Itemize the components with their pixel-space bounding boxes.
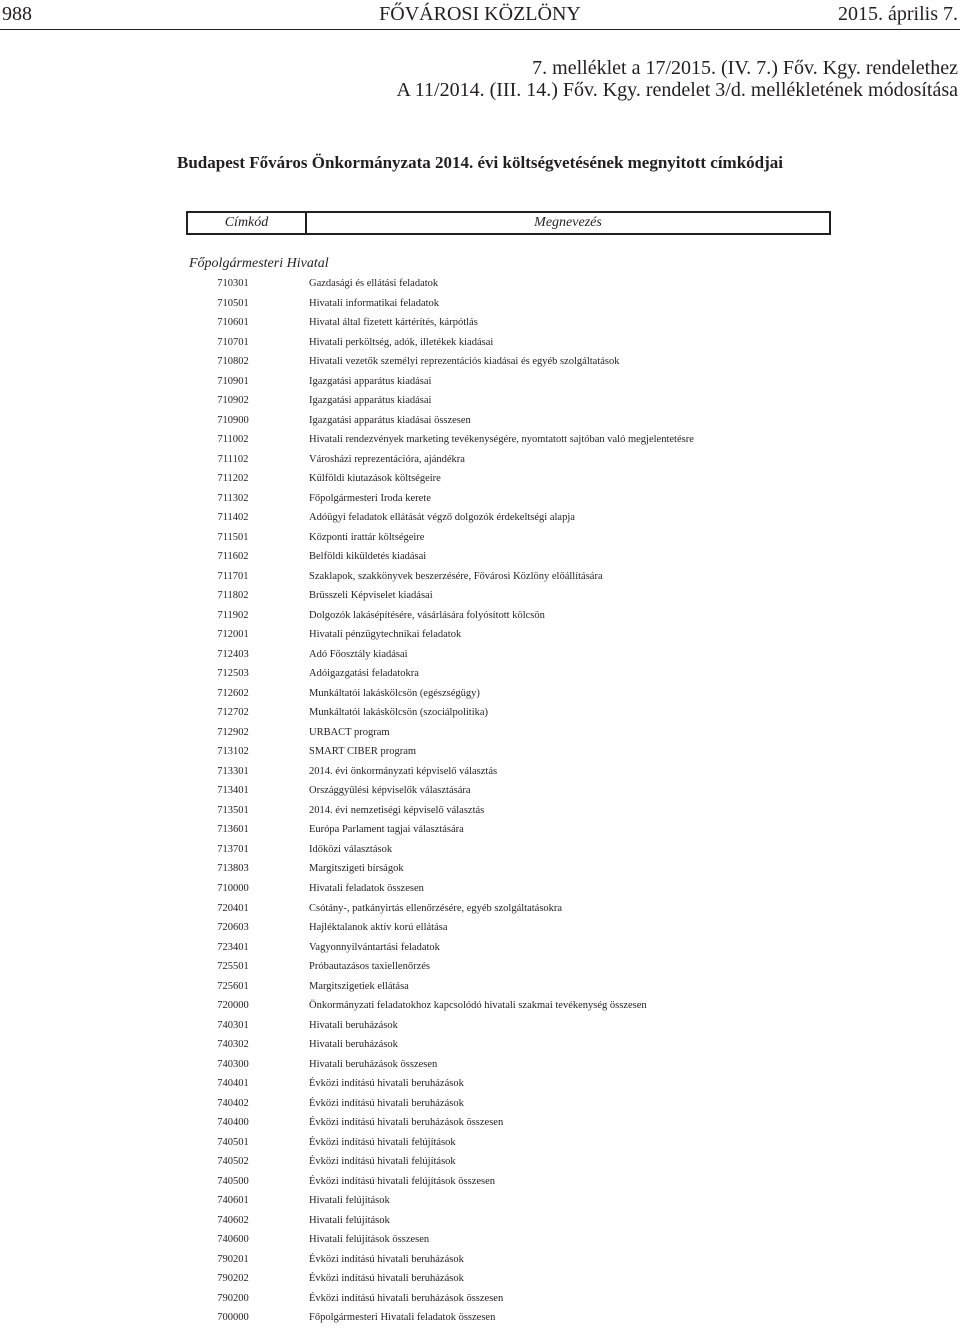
row-name: Brüsszeli Képviselet kiadásai [309, 590, 433, 602]
row-name: Margitszigetiek ellátása [309, 980, 409, 992]
table-row [0, 1213, 960, 1233]
table-row [0, 1057, 960, 1077]
table-row [0, 432, 960, 452]
row-name: Hajléktalanok aktív korú ellátása [309, 922, 448, 934]
row-code: 740401 [217, 1078, 249, 1090]
row-name: Főpolgármesteri Iroda kerete [309, 492, 431, 504]
row-code: 713601 [217, 824, 249, 836]
table-row [0, 979, 960, 999]
row-code: 740500 [217, 1175, 249, 1187]
table-row [0, 510, 960, 530]
table-row [0, 940, 960, 960]
table-row [0, 998, 960, 1018]
table-row [0, 354, 960, 374]
row-name: Szaklapok, szakkönyvek beszerzésére, Fővárosi Közlöny előállítására [309, 570, 603, 582]
row-name: Évközi indítású hivatali beruházások [309, 1273, 464, 1285]
table-row [0, 1310, 960, 1330]
row-code: 740601 [217, 1195, 249, 1207]
row-name: Időközi választások [309, 843, 393, 855]
table-row [0, 335, 960, 355]
row-name: 2014. évi nemzetiségi képviselő választás [309, 804, 485, 816]
row-name: Hivatali beruházások [309, 1019, 398, 1031]
row-name: Munkáltatói lakáskölcsön (szociálpolitika) [309, 707, 489, 719]
row-name: Hivatali rendezvények marketing tevékenységére, nyomtatott sajtóban való megjelentetésre [309, 434, 694, 446]
row-name: Évközi indítású hivatali beruházások összesen [309, 1292, 504, 1304]
row-code: 790200 [217, 1292, 249, 1304]
row-code: 712001 [217, 629, 249, 641]
row-name: Hivatali feladatok összesen [309, 882, 424, 894]
table-row [0, 1037, 960, 1057]
table-row [0, 471, 960, 491]
row-name: Belföldi kiküldetés kiadásai [309, 551, 427, 563]
row-code: 740301 [217, 1019, 249, 1031]
row-code: 713301 [217, 765, 249, 777]
row-code: 720603 [217, 922, 249, 934]
row-code: 713102 [217, 746, 249, 758]
row-name: Évközi indítású hivatali beruházások összesen [309, 1117, 504, 1129]
table-row [0, 803, 960, 823]
table-row [0, 901, 960, 921]
row-name: Igazgatási apparátus kiadásai [309, 395, 432, 407]
row-name: Munkáltatói lakáskölcsön (egészségügy) [309, 687, 480, 699]
page-number: 988 [2, 3, 32, 25]
row-code: 720000 [217, 1000, 249, 1012]
row-name: Adóigazgatási feladatokra [309, 668, 419, 680]
row-code: 710901 [217, 375, 249, 387]
row-code: 711002 [217, 434, 249, 446]
row-code: 740502 [217, 1156, 249, 1168]
table-row [0, 296, 960, 316]
row-code: 711402 [217, 512, 249, 524]
table-row [0, 1018, 960, 1038]
row-name: Hivatali beruházások összesen [309, 1058, 438, 1070]
table-row [0, 1174, 960, 1194]
row-code: 710701 [217, 336, 249, 348]
row-code: 725501 [217, 961, 249, 973]
table-row [0, 1271, 960, 1291]
row-name: Főpolgármesteri Hivatali feladatok összesen [309, 1312, 496, 1324]
table-row [0, 569, 960, 589]
table-row [0, 920, 960, 940]
table-row [0, 627, 960, 647]
table-row [0, 744, 960, 764]
table-row [0, 608, 960, 628]
table-row [0, 881, 960, 901]
row-name: Évközi indítású hivatali beruházások [309, 1253, 464, 1265]
row-code: 790201 [217, 1253, 249, 1265]
table-row [0, 393, 960, 413]
row-name: Adóügyi feladatok ellátását végző dolgozók érdekeltségi alapja [309, 512, 575, 524]
row-code: 713803 [217, 863, 249, 875]
row-name: Gazdasági és ellátási feladatok [309, 278, 439, 289]
table-row [0, 1096, 960, 1116]
row-code: 711501 [217, 531, 249, 543]
row-name: Európa Parlament tagjai választására [309, 824, 464, 836]
row-code: 711802 [217, 590, 249, 602]
row-code: 710902 [217, 395, 249, 407]
row-name: Külföldi kiutazások költségeire [309, 473, 441, 485]
table-row [0, 452, 960, 472]
row-code: 713501 [217, 804, 249, 816]
row-code: 710501 [217, 297, 249, 309]
header-rule [0, 29, 960, 30]
table-row [0, 588, 960, 608]
row-name: Évközi indítású hivatali beruházások [309, 1097, 464, 1109]
table-row [0, 549, 960, 569]
row-name: Hivatal által fizetett kártérítés, kárpótlás [309, 317, 478, 329]
row-name: Csótány-, patkányirtás ellenőrzésére, egyéb szolgáltatásokra [309, 902, 563, 914]
row-name: Hivatali informatikai feladatok [309, 297, 440, 309]
row-name: Igazgatási apparátus kiadásai összesen [309, 414, 471, 426]
row-name: Hivatali pénzügytechnikai feladatok [309, 629, 462, 641]
row-code: 713401 [217, 785, 249, 797]
row-code: 712503 [217, 668, 249, 680]
row-code: 740400 [217, 1117, 249, 1129]
row-name: Hivatali perköltség, adók, illetékek kiadásai [309, 336, 494, 348]
table-row [0, 861, 960, 881]
table-row [0, 374, 960, 394]
table-row [0, 647, 960, 667]
row-code: 713701 [217, 843, 249, 855]
row-code: 712403 [217, 648, 249, 660]
table-header [186, 211, 831, 235]
table-row [0, 1291, 960, 1311]
row-name: 2014. évi önkormányzati képviselő választás [309, 765, 498, 777]
annex-line-1: 7. melléklet a 17/2015. (IV. 7.) Főv. Kgy. rendelethez [532, 57, 958, 79]
table-row [0, 1115, 960, 1135]
row-name: Évközi indítású hivatali felújítások összesen [309, 1175, 496, 1187]
row-name: Évközi indítású hivatali felújítások [309, 1136, 456, 1148]
row-name: Központi irattár költségeire [309, 531, 425, 543]
table-row [0, 725, 960, 745]
table-row [0, 1252, 960, 1272]
table-row [0, 666, 960, 686]
row-code: 723401 [217, 941, 249, 953]
row-name: Adó Főosztály kiadásai [309, 648, 408, 660]
table-body [0, 276, 960, 1330]
table-row [0, 1154, 960, 1174]
row-name: Évközi indítású hivatali beruházások [309, 1078, 464, 1090]
column-header-name: Megnevezés [534, 215, 602, 230]
issue-date: 2015. április 7. [838, 3, 958, 25]
row-code: 712702 [217, 707, 249, 719]
table-row [0, 315, 960, 335]
row-code: 740300 [217, 1058, 249, 1070]
table-row [0, 705, 960, 725]
row-name: Hivatali felújítások [309, 1195, 390, 1207]
row-code: 710301 [217, 278, 249, 289]
row-code: 710900 [217, 414, 249, 426]
row-code: 710601 [217, 317, 249, 329]
row-code: 711902 [217, 609, 249, 621]
row-code: 740501 [217, 1136, 249, 1148]
row-name: Hivatali vezetők személyi reprezentációs kiadásai és egyéb szolgáltatások [309, 356, 620, 368]
table-row [0, 822, 960, 842]
row-code: 740602 [217, 1214, 249, 1226]
row-code: 711202 [217, 473, 249, 485]
row-code: 711102 [217, 453, 249, 465]
row-name: Országgyűlési képviselők választására [309, 785, 471, 797]
row-name: Dolgozók lakásépítésére, vásárlására folyósított kölcsön [309, 609, 545, 621]
annex-line-2: A 11/2014. (III. 14.) Főv. Kgy. rendelet 3/d. mellékletének módosítása [396, 79, 958, 101]
table-row [0, 413, 960, 433]
table-row [0, 959, 960, 979]
row-name: SMART CIBER program [309, 746, 417, 758]
document-title: Budapest Főváros Önkormányzata 2014. évi költségvetésének megnyitott címkódjai [177, 153, 783, 172]
table-row [0, 1232, 960, 1252]
row-code: 710802 [217, 356, 249, 368]
row-code: 711602 [217, 551, 249, 563]
table-row [0, 764, 960, 784]
row-name: Önkormányzati feladatokhoz kapcsolódó hivatali szakmai tevékenység összesen [309, 1000, 647, 1012]
table-row [0, 1076, 960, 1096]
section-heading: Főpolgármesteri Hivatal [189, 256, 329, 271]
row-code: 740402 [217, 1097, 249, 1109]
row-code: 720401 [217, 902, 249, 914]
row-name: Vagyonnyilvántartási feladatok [309, 941, 440, 953]
row-name: Próbautazásos taxiellenőrzés [309, 961, 430, 973]
row-name: Margitszigeti bírságok [309, 863, 404, 875]
table-row [0, 1135, 960, 1155]
row-name: URBACT program [309, 726, 390, 738]
row-name: Hivatali beruházások [309, 1039, 398, 1051]
table-row [0, 530, 960, 550]
table-row [0, 842, 960, 862]
table-row [0, 783, 960, 803]
row-name: Hivatali felújítások összesen [309, 1234, 430, 1246]
table-row [0, 1193, 960, 1213]
row-code: 711302 [217, 492, 249, 504]
row-name: Városházi reprezentációra, ajándékra [309, 453, 465, 465]
table-row [0, 276, 960, 296]
row-name: Hivatali felújítások [309, 1214, 390, 1226]
row-code: 725601 [217, 980, 249, 992]
row-code: 712602 [217, 687, 249, 699]
row-name: Igazgatási apparátus kiadásai [309, 375, 432, 387]
row-code: 740302 [217, 1039, 249, 1051]
row-code: 790202 [217, 1273, 249, 1285]
column-header-code: Címkód [188, 213, 307, 233]
row-code: 740600 [217, 1234, 249, 1246]
journal-title: FŐVÁROSI KÖZLÖNY [379, 3, 581, 25]
row-name: Évközi indítású hivatali felújítások [309, 1156, 456, 1168]
row-code: 712902 [217, 726, 249, 738]
row-code: 711701 [217, 570, 249, 582]
table-row [0, 491, 960, 511]
table-row [0, 686, 960, 706]
row-code: 700000 [217, 1312, 249, 1324]
row-code: 710000 [217, 882, 249, 894]
